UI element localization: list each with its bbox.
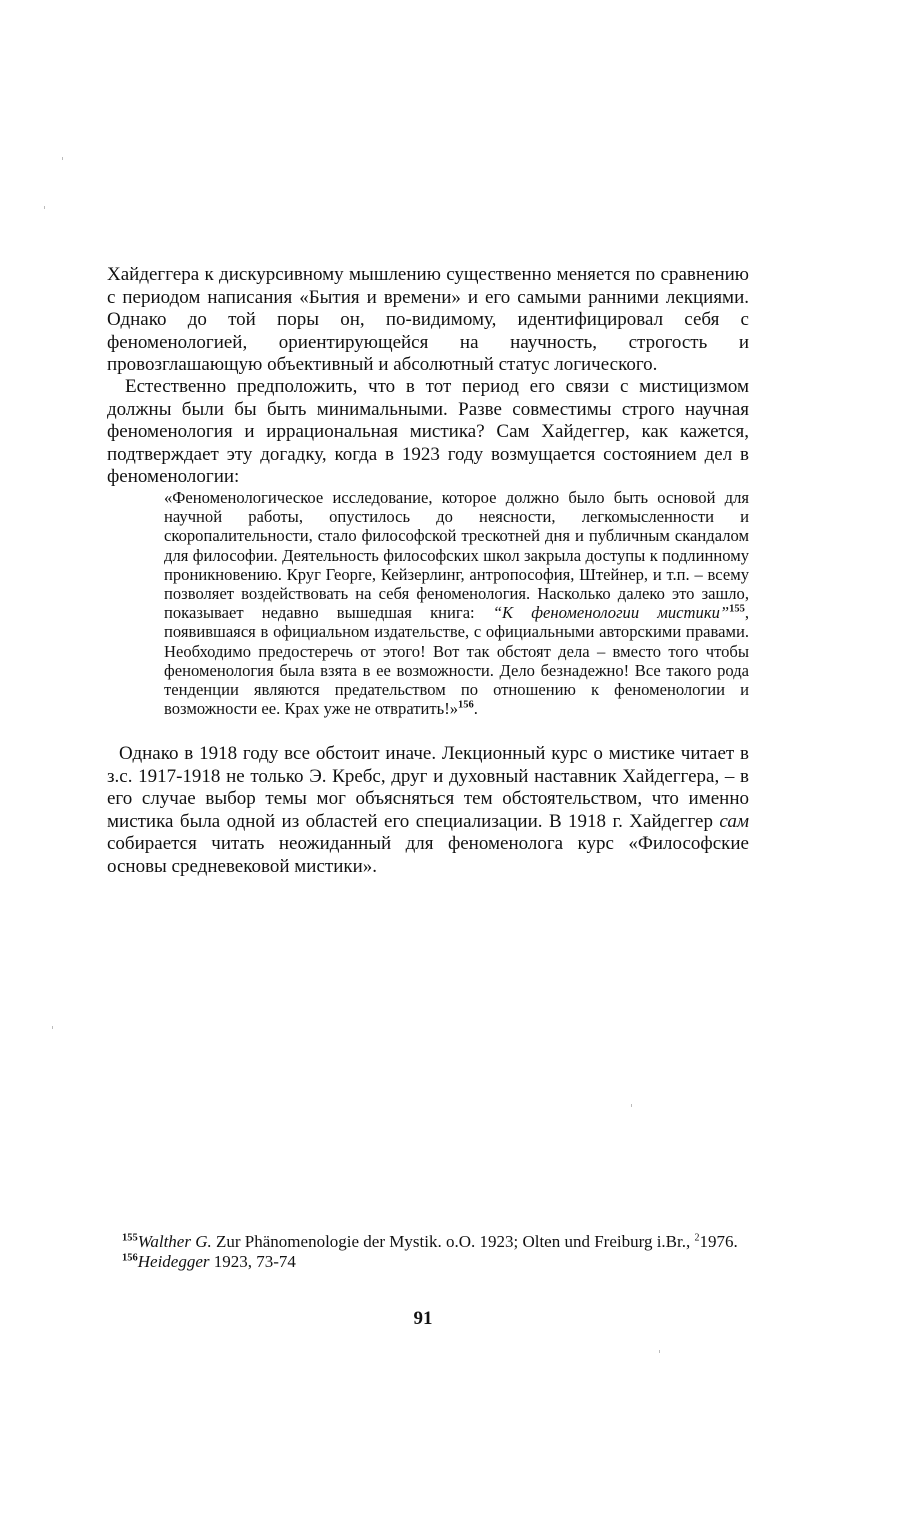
block-quote-heidegger [164,488,749,718]
footnotes-section [107,1232,749,1272]
paragraph-mysticism-intro: Естественно предположить, что в тот период его связи с мистицизмом должны были бы быть минимальными. Разве совместимы строго научная феноменология и иррациональная мистика? Сам Хайдеггер, как кажется, подтверждает эту догадку, когда в 1923 году возмущается состоянием дел в феноменологии: [107,376,749,488]
footnote-155 [107,1232,749,1252]
emphasis-self: сам [719,810,749,832]
scan-speck [62,157,63,160]
paragraph-1918-text: Однако в 1918 году все обстоит иначе. Лекционный курс о мистике читает в з.с. 1917-1918 не только Э. Кребс, друг и духовный наставник Хайдеггера, – в его случае выбор темы мог объясняться тем обстоятельством, что именно мистика была одной из областей его специализации. В 1918 г. Хайдеггер [107,743,749,832]
quote-text-start: «Феноменологическое исследование, которое должно было быть основой для научной работы, опустилось до неясности, легкомысленности и скоропалительности, стало философской трескотней дня и публичным скандалом для философии. Деятельность философских школ закрыла доступы к подлинному проникновению. Круг Георге, Кейзерлинг, антропософия, Штейнер, и т.п. – всему позволяет воздействовать на себя феноменология. Насколько далеко это зашло, показывает недавно вышедшая книга: [164,488,749,623]
scan-speck [631,1104,632,1107]
footnote-text: 1923, 73-74 [209,1252,296,1271]
footnote-year: 1976. [699,1232,738,1251]
page-number: 91 [413,1308,433,1329]
quote-book-title: “К феноменологии мистики” [492,603,730,623]
footnote-author: Walther G. [137,1232,212,1251]
footnote-ref-155[interactable]: 155 [729,603,745,615]
footnote-number: 155 [122,1232,138,1244]
scan-speck [44,206,45,209]
footnote-text: Zur Phänomenologie der Mystik. o.O. 1923; Olten und Freiburg i.Br., [211,1232,695,1251]
footnote-edition: 2 [694,1232,700,1244]
scan-speck [52,1026,53,1029]
paragraph-continuation: Хайдеггера к дискурсивному мышлению существенно меняется по сравнению с периодом написания «Бытия и времени» и его самыми ранними лекциями. Однако до той поры он, по-видимому, идентифицировал себя с феноменологией, ориентирующейся на научность, строгость и провозглашающую объективный и абсолютный статус логического. [107,264,749,376]
paragraph-1918-text-end: собирается читать неожиданный для феноменолога курс «Философские основы средневековой мистики». [107,833,749,877]
footnote-ref-156[interactable]: 156 [458,699,474,711]
footnote-156 [107,1252,749,1272]
paragraph-1918-course [107,743,749,879]
quote-text-middle: , появившаяся в официальном издательстве, с официальными авторскими правами. Необходимо предостеречь от этого! Вот так обстоят дела – вместо того чтобы феноменология была взята в ее возможности. Дело безнадежно! Все такого рода тенденции являются предательством по отношению к феноменологии и возможности ее. Крах уже не отвратить!» [164,603,750,719]
footnote-author: Heidegger [137,1252,210,1271]
quote-text-end: . [473,699,478,719]
footnote-number: 156 [122,1252,138,1264]
scan-speck [659,1350,660,1353]
